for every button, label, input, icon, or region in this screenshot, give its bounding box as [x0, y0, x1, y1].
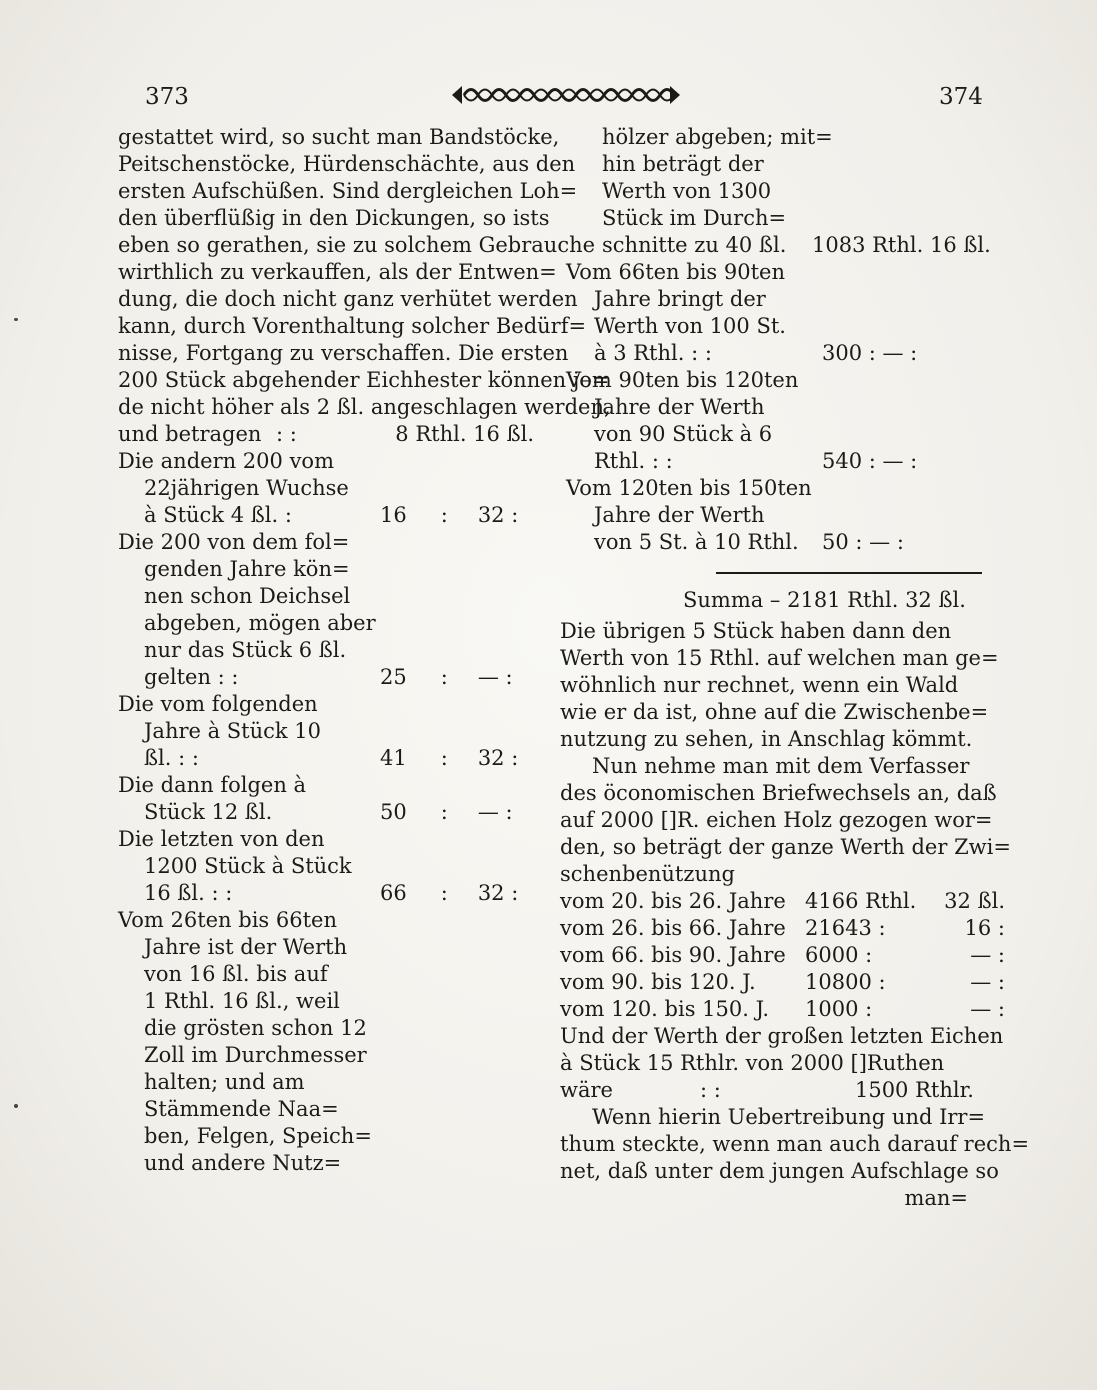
text-line: des öconomischen Briefwechsels an, daß	[560, 781, 997, 805]
text-line: Jahre der Werth	[594, 503, 765, 527]
text-line: Werth von 100 St.	[594, 314, 786, 338]
text-line: Stück im Durch=	[602, 206, 787, 230]
year-row: vom 120. bis 150. J. 1000 : — :	[560, 997, 1005, 1021]
left-intro-last-line: und betragen : : 8 Rthl. 16 ßl.	[118, 422, 534, 446]
paragraph-exaggeration	[560, 1104, 1030, 1185]
page-number-right: 374	[939, 84, 983, 110]
left-tail-paragraph	[118, 907, 546, 1177]
text-line: nisse, Fortgang zu verschaffen. Die ersten	[118, 341, 569, 365]
right-entries	[566, 124, 990, 556]
text-line: ersten Aufschüßen. Sind dergleichen Loh=	[118, 179, 578, 203]
entry-amount: 66 : 32 :	[380, 881, 519, 905]
left-entry	[118, 826, 546, 907]
entry-amount: 50 : — :	[380, 800, 513, 824]
text-line: Zoll im Durchmesser	[144, 1043, 367, 1067]
entry-amount: 50 : — :	[822, 530, 904, 554]
text-line: nur das Stück 6 ßl.	[144, 638, 347, 662]
entry-amount: 41 : 32 :	[380, 746, 519, 770]
text-line: gestattet wird, so sucht man Bandstöcke,	[118, 125, 560, 149]
left-entry	[118, 448, 546, 529]
text-line: und andere Nutz=	[144, 1151, 342, 1175]
right-column	[566, 124, 990, 556]
text-line: nen schon Deichsel	[144, 584, 351, 608]
left-entries	[118, 448, 546, 907]
scan-speck	[14, 318, 18, 321]
text-line: Vom 90ten bis 120ten	[566, 368, 799, 392]
left-entry	[118, 691, 546, 772]
text-line: Wenn hierin Uebertreibung und Irr=	[592, 1105, 986, 1129]
text-line: dung, die doch nicht ganz verhütet werden	[118, 287, 578, 311]
text-line: net, daß unter dem jungen Aufschlage so	[560, 1159, 999, 1183]
sum-rule	[716, 572, 982, 574]
text-line: à Stück 4 ßl. : 16 : 32 :	[144, 503, 519, 527]
right-entry	[566, 259, 990, 367]
text-line: die grösten schon 12	[144, 1016, 367, 1040]
text-line: halten; und am	[144, 1070, 305, 1094]
text-line: à Stück 15 Rthlr. von 2000 []Ruthen	[560, 1051, 945, 1075]
year-row: vom 66. bis 90. Jahre 6000 : — :	[560, 943, 1005, 967]
text-line: Nun nehme man mit dem Verfasser	[592, 754, 970, 778]
text-line: Vom 26ten bis 66ten	[118, 908, 337, 932]
text-line: eben so gerathen, sie zu solchem Gebrauche	[118, 233, 596, 257]
year-row: vom 26. bis 66. Jahre 21643 : 16 :	[560, 916, 1005, 940]
left-column	[118, 124, 611, 1177]
right-entry	[566, 124, 990, 259]
text-line: 200 Stück abgehender Eichhester können je=	[118, 368, 610, 392]
text-line: Die 200 von dem fol=	[118, 530, 350, 554]
paragraph-remaining	[560, 618, 999, 753]
text-line: Jahre ist der Werth	[144, 935, 348, 959]
entry-amount: 300 : — :	[822, 341, 918, 365]
left-entry	[118, 772, 546, 826]
text-line: schnitte zu 40 ßl. 1083 Rthl. 16 ßl.	[602, 233, 991, 257]
paragraph-large-oaks	[560, 1023, 1004, 1077]
year-row: vom 20. bis 26. Jahre 4166 Rthl. 32 ßl.	[560, 889, 1005, 913]
left-entry	[118, 529, 546, 691]
paragraph-verfasser	[560, 753, 1011, 888]
text-line: kann, durch Vorenthaltung solcher Bedürf=	[118, 314, 587, 338]
text-line: Vom 120ten bis 150ten	[566, 476, 812, 500]
text-line: Jahre bringt der	[594, 287, 766, 311]
text-line: Und der Werth der großen letzten Eichen	[560, 1024, 1004, 1048]
text-line: Werth von 15 Rthl. auf welchen man ge=	[560, 646, 999, 670]
text-line: von 90 Stück à 6	[594, 422, 773, 446]
page-number-left: 373	[145, 84, 189, 110]
text-line: genden Jahre kön=	[144, 557, 350, 581]
text-line: den, so beträgt der ganze Werth der Zwi=	[560, 835, 1011, 859]
text-line: Die andern 200 vom	[118, 449, 334, 473]
text-line: de nicht höher als 2 ßl. angeschlagen werden,	[118, 395, 611, 419]
text-line: Vom 66ten bis 90ten	[566, 260, 785, 284]
right-entry	[566, 367, 990, 475]
text-line: schenbenützung	[560, 862, 735, 886]
right-entry	[566, 475, 990, 556]
summa-line: Summa – 2181 Rthl. 32 ßl.	[683, 588, 966, 612]
text-line: Jahre à Stück 10	[144, 719, 322, 743]
entry-amount: 540 : — :	[822, 449, 918, 473]
text-line: ßl. : : 41 : 32 :	[144, 746, 519, 770]
text-line: wöhnlich nur rechnet, wenn ein Wald	[560, 673, 959, 697]
text-line: 16 ßl. : : 66 : 32 :	[144, 881, 519, 905]
text-line: Rthl. : : 540 : — :	[594, 449, 918, 473]
year-row: vom 90. bis 120. J. 10800 : — :	[560, 970, 1005, 994]
text-line: à 3 Rthl. : : 300 : — :	[594, 341, 918, 365]
text-line: auf 2000 []R. eichen Holz gezogen wor=	[560, 808, 993, 832]
text-line: 1200 Stück à Stück	[144, 854, 352, 878]
text-line: Die dann folgen à	[118, 773, 307, 797]
ornament-icon	[450, 80, 682, 110]
text-line: gelten : : 25 : — :	[144, 665, 513, 689]
text-line: Die vom folgenden	[118, 692, 318, 716]
text-line: Stück 12 ßl. 50 : — :	[144, 800, 513, 824]
text-line: hin beträgt der	[602, 152, 764, 176]
text-line: Die übrigen 5 Stück haben dann den	[560, 619, 952, 643]
text-line: Werth von 1300	[602, 179, 772, 203]
text-line: abgeben, mögen aber	[144, 611, 376, 635]
text-line: Die letzten von den	[118, 827, 325, 851]
right-column-lower	[560, 618, 1030, 1212]
text-line: von 16 ßl. bis auf	[144, 962, 328, 986]
text-line: thum steckte, wenn man auch darauf rech=	[560, 1132, 1030, 1156]
text-line: Peitschenstöcke, Hürdenschächte, aus den	[118, 152, 576, 176]
catchword: man=	[904, 1186, 968, 1210]
text-line: Jahre der Werth	[594, 395, 765, 419]
text-line: Stämmende Naa=	[144, 1097, 339, 1121]
text-line: nutzung zu sehen, in Anschlag kömmt.	[560, 727, 973, 751]
text-line: ben, Felgen, Speich=	[144, 1124, 372, 1148]
scan-speck	[14, 1104, 18, 1108]
text-line: wirthlich zu verkauffen, als der Entwen=	[118, 260, 557, 284]
text-line: von 5 St. à 10 Rthl. 50 : — :	[594, 530, 904, 554]
left-intro-paragraph	[118, 124, 611, 421]
entry-amount: 16 : 32 :	[380, 503, 519, 527]
year-value-table	[560, 888, 1005, 1023]
text-line: 22jährigen Wuchse	[144, 476, 349, 500]
text-line: den überflüßig in den Dickungen, so ists	[118, 206, 550, 230]
entry-amount: 1083 Rthl. 16 ßl.	[812, 233, 991, 257]
text-line: 1 Rthl. 16 ßl., weil	[144, 989, 340, 1013]
text-line: wie er da ist, ohne auf die Zwischenbe=	[560, 700, 989, 724]
entry-amount: 25 : — :	[380, 665, 513, 689]
text-line: hölzer abgeben; mit=	[602, 125, 833, 149]
para3-last-line: wäre : : 1500 Rthlr.	[560, 1078, 974, 1102]
